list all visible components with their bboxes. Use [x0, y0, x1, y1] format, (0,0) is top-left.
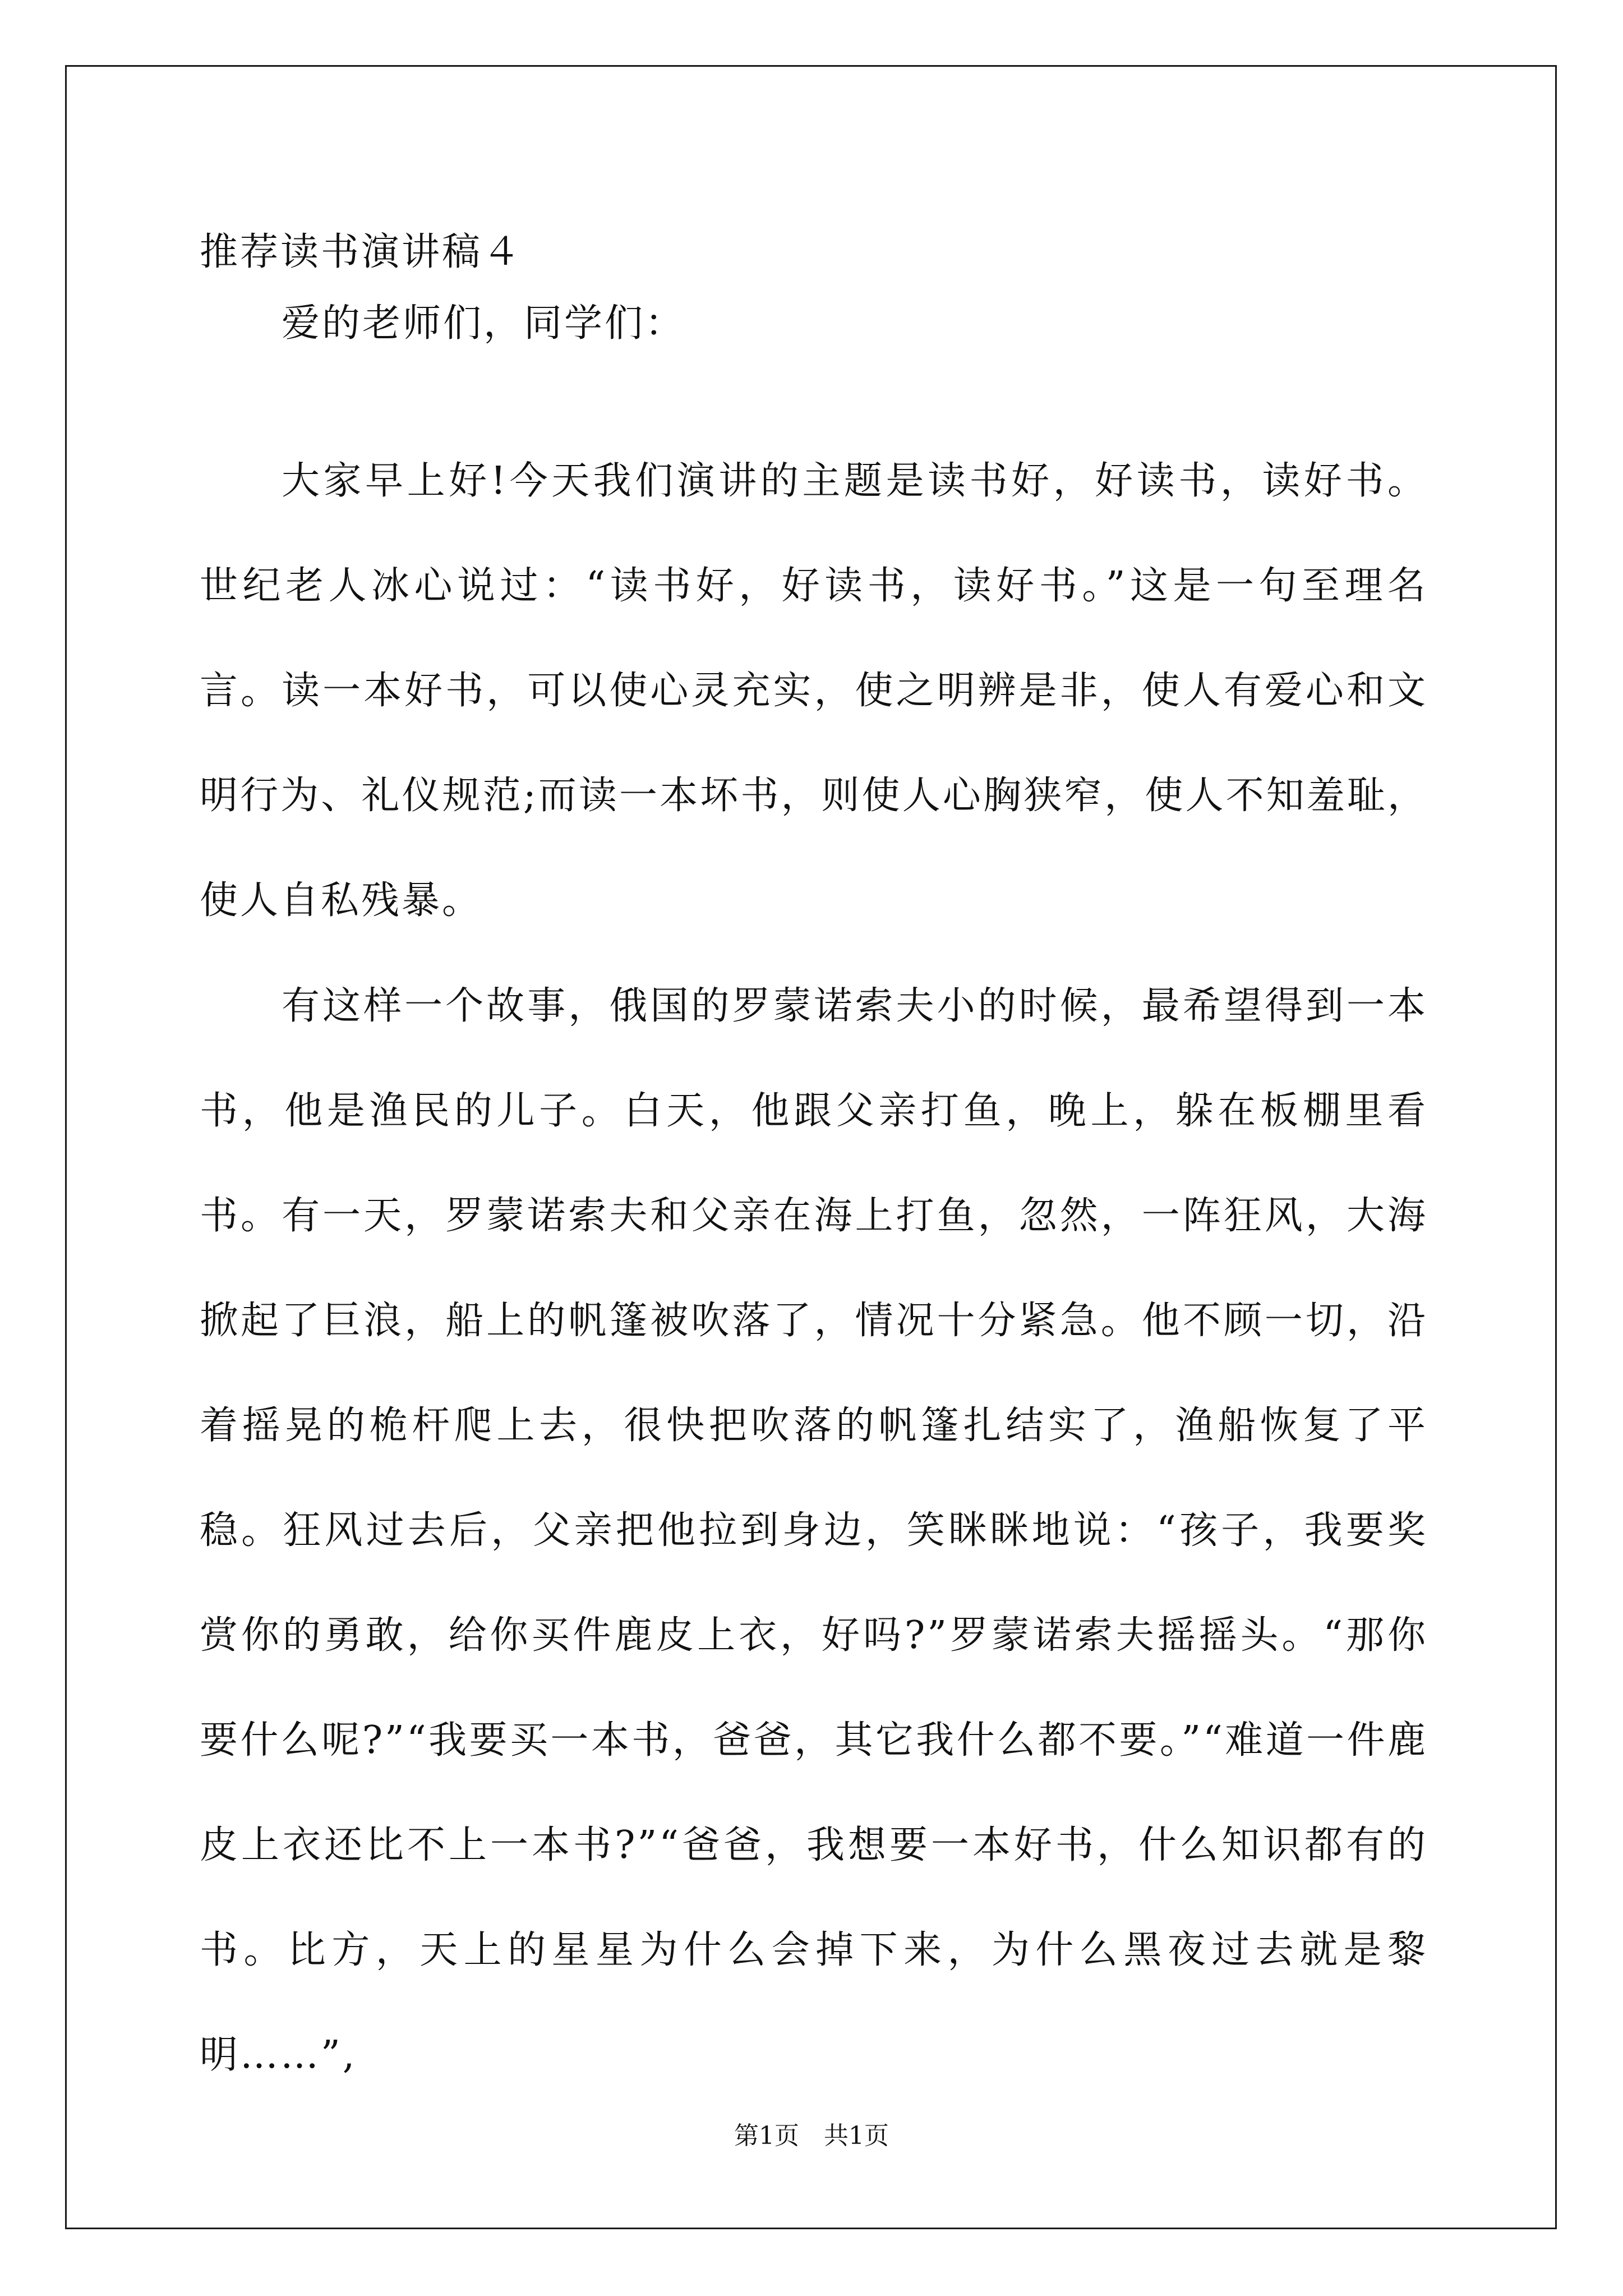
paragraph-greeting: 爱的老师们，同学们： [282, 301, 686, 346]
page-number-footer: 第1页 共1页 [734, 2122, 889, 2150]
document-title: 推荐读书演讲稿４ [200, 230, 523, 274]
paragraph-story: 有这样一个故事，俄国的罗蒙诺索夫小的时候，最希望得到一本书，他是渔民的儿子。白天，他跟父亲打鱼，晚上，躲在板棚里看书。有一天，罗蒙诺索夫和父亲在海上打鱼，忽然，一阵狂风，大海掀起了巨浪，船上的帆篷被吹落了，情况十分紧急。他不顾一切，沿着摇晃的桅杆爬上去，很快把吹落的帆篷扎结实了，渔船恢复了平稳。狂风过去后，父亲把他拉到身边，笑眯眯地说：“孩子，我要奖赏你的勇敢，给你买件鹿皮上衣，好吗?”罗蒙诺索夫摇摇头。“那你要什么呢?”“我要买一本书，爸爸，其它我什么都不要。”“难道一件鹿皮上衣还比不上一本书?”“爸爸，我想要一本好书，什么知识都有的书。比方，天上的星星为什么会掉下来，为什么黑夜过去就是黎明……”, [200, 984, 1428, 2077]
paragraph-intro: 大家早上好!今天我们演讲的主题是读书好，好读书，读好书。世纪老人冰心说过：“读书好，好读书，读好书。”这是一句至理名言。读一本好书，可以使心灵充实，使之明辨是非，使人有爱心和文明行为、礼仪规范;而读一本坏书，则使人心胸狭窄，使人不知羞耻，使人自私残暴。 [200, 459, 1428, 923]
